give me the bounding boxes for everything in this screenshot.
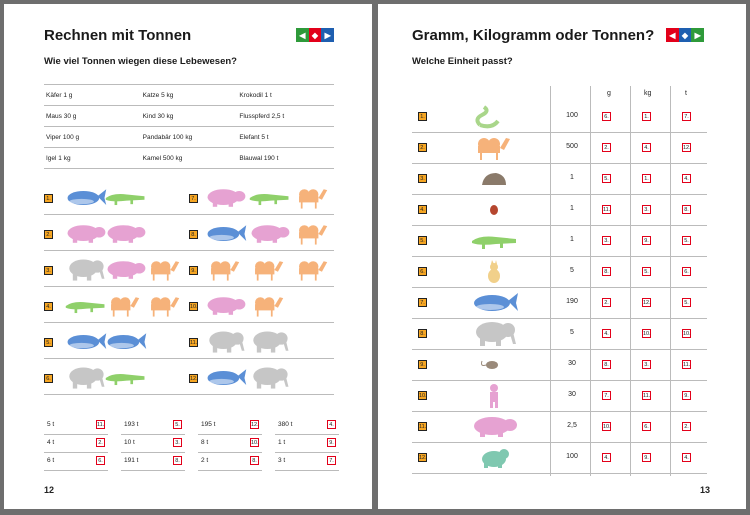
task-number: 1. [418, 112, 427, 121]
crocodile-icon [470, 227, 520, 260]
weight-table [44, 84, 334, 169]
unit-box-t[interactable]: 4. [682, 174, 691, 183]
task-number: 10. [419, 393, 427, 399]
answer-cell [275, 435, 339, 453]
task-number: 6. [44, 374, 53, 383]
weight-cell: Pandabär 100 kg [142, 133, 193, 141]
unit-box-g[interactable]: 6. [602, 112, 611, 121]
croc-icon [248, 185, 292, 216]
weight-row [44, 106, 334, 127]
camel-icon [144, 257, 188, 288]
task-number: 2. [418, 143, 427, 152]
whale-icon [204, 365, 248, 396]
unit-box-g[interactable]: 7. [602, 391, 611, 400]
value: 1 [570, 174, 574, 181]
task-number: 3. [44, 266, 53, 275]
unit-box-g[interactable]: 11. [603, 207, 611, 213]
answer-box[interactable]: 3. [173, 438, 182, 447]
answer-cell [44, 453, 108, 471]
unit-box-g[interactable]: 10. [603, 424, 611, 430]
hippo-icon [204, 185, 248, 216]
answer-box[interactable]: 8. [173, 456, 182, 465]
unit-box-t[interactable]: 2. [682, 422, 691, 431]
weight-cell: Käfer 1 g [46, 91, 73, 99]
unit-row [412, 319, 707, 350]
answer-box[interactable]: 12. [251, 422, 259, 428]
mouse-icon [470, 351, 520, 384]
task-number: 4. [418, 205, 427, 214]
answer-box[interactable]: 11. [97, 422, 105, 428]
value: 2,5 [567, 422, 577, 429]
answer-value: 10 t [124, 439, 135, 446]
value: 1 [570, 205, 574, 212]
answer-value: 1 t [278, 439, 286, 446]
answer-value: 3 t [278, 457, 286, 464]
unit-box-t[interactable]: 6. [682, 267, 691, 276]
animal-row [44, 256, 334, 287]
unit-box-t[interactable]: 10. [683, 331, 691, 337]
answer-value: 380 t [278, 421, 293, 428]
hippo-icon [104, 257, 148, 288]
unit-box-kg[interactable]: 6. [642, 422, 651, 431]
unit-box-kg[interactable]: 4. [642, 143, 651, 152]
series-logo: ◀ ◆ ▶ [666, 28, 704, 42]
answer-value: 4 t [47, 439, 55, 446]
task-number: 11. [190, 340, 198, 346]
elephant-icon [470, 320, 520, 353]
weight-row [44, 127, 334, 148]
page-subtitle: Welche Einheit passt? [412, 56, 513, 67]
unit-row [412, 350, 707, 381]
unit-box-kg[interactable]: 9. [642, 453, 651, 462]
unit-box-g[interactable]: 4. [602, 329, 611, 338]
task-number: 5. [418, 236, 427, 245]
unit-box-g[interactable]: 4. [602, 453, 611, 462]
col-header-t: t [685, 90, 687, 97]
weight-cell: Maus 30 g [46, 112, 77, 120]
task-number: 10. [190, 304, 198, 310]
animal-row [44, 292, 334, 323]
task-number: 12. [190, 376, 198, 382]
unit-row [412, 133, 707, 164]
unit-box-kg[interactable]: 10. [643, 331, 651, 337]
hippo-icon [104, 221, 148, 252]
unit-box-t[interactable]: 9. [682, 391, 691, 400]
task-number: 1. [44, 194, 53, 203]
col-header-g: g [607, 90, 611, 97]
value: 500 [566, 143, 578, 150]
camel-icon [144, 293, 188, 324]
value: 30 [568, 360, 576, 367]
answer-box[interactable]: 2. [96, 438, 105, 447]
hippo-icon [204, 293, 248, 324]
camel-icon [248, 293, 292, 324]
unit-row [412, 102, 707, 133]
unit-box-kg[interactable]: 1. [642, 174, 651, 183]
croc-icon [104, 365, 148, 396]
unit-row [412, 288, 707, 319]
weight-row [44, 148, 334, 169]
child-icon [470, 382, 520, 415]
beetle-icon [470, 196, 520, 229]
answer-value: 195 t [201, 421, 216, 428]
unit-box-g[interactable]: 2. [602, 298, 611, 307]
answer-box[interactable]: 6. [96, 456, 105, 465]
unit-box-t[interactable]: 4. [682, 453, 691, 462]
task-number: 8. [189, 230, 198, 239]
answer-box[interactable]: 5. [173, 420, 182, 429]
task-number: 5. [44, 338, 53, 347]
hippo-icon [248, 221, 292, 252]
unit-row [412, 257, 707, 288]
task-number: 7. [418, 298, 427, 307]
page-subtitle: Wie viel Tonnen wiegen diese Lebewesen? [44, 56, 237, 67]
unit-box-t[interactable]: 12. [683, 145, 691, 151]
answer-cell [121, 453, 185, 471]
page-title: Rechnen mit Tonnen [44, 27, 192, 44]
answer-cell [198, 435, 262, 453]
whale-icon [204, 221, 248, 252]
answer-cell [198, 453, 262, 471]
answer-value: 6 t [47, 457, 55, 464]
unit-box-t[interactable]: 8. [682, 205, 691, 214]
unit-box-kg[interactable]: 9. [642, 236, 651, 245]
hippo-icon [470, 413, 520, 446]
elephant-icon [64, 365, 108, 396]
unit-row [412, 443, 707, 474]
camel-icon [470, 134, 520, 167]
col-header-kg: kg [644, 90, 652, 97]
weight-cell: Blauwal 190 t [239, 154, 279, 162]
answer-value: 2 t [201, 457, 209, 464]
weight-cell: Elefant 5 t [239, 133, 269, 141]
right-page [378, 4, 746, 509]
answer-cell [198, 417, 262, 435]
page-title: Gramm, Kilogramm oder Tonnen? [412, 27, 655, 44]
snake-icon [470, 103, 520, 136]
whale-icon [64, 329, 108, 360]
unit-box-g[interactable]: 2. [602, 143, 611, 152]
answer-cell [275, 417, 339, 435]
answer-cell [121, 435, 185, 453]
unit-row [412, 381, 707, 412]
animal-row [44, 184, 334, 215]
whale-icon [104, 329, 148, 360]
unit-box-t[interactable]: 7. [682, 112, 691, 121]
answer-box[interactable]: 8. [250, 456, 259, 465]
elephant-icon [204, 329, 248, 360]
answer-cell [275, 453, 339, 471]
unit-box-kg[interactable]: 1. [642, 112, 651, 121]
task-number: 2. [44, 230, 53, 239]
unit-box-g[interactable]: 3. [602, 236, 611, 245]
task-number: 4. [44, 302, 53, 311]
task-number: 6. [418, 267, 427, 276]
animal-row [44, 220, 334, 251]
unit-row [412, 412, 707, 443]
camel-icon [292, 257, 336, 288]
unit-row [412, 164, 707, 195]
value: 1 [570, 236, 574, 243]
task-number: 7. [189, 194, 198, 203]
answer-cell [121, 417, 185, 435]
value: 5 [570, 329, 574, 336]
unit-box-kg[interactable]: 11. [643, 393, 651, 399]
value: 30 [568, 391, 576, 398]
value: 190 [566, 298, 578, 305]
answer-box[interactable]: 7. [327, 456, 336, 465]
unit-row [412, 226, 707, 257]
answer-box[interactable]: 4. [327, 420, 336, 429]
answer-value: 8 t [201, 439, 209, 446]
panda-icon [470, 444, 520, 477]
unit-box-g[interactable]: 8. [602, 360, 611, 369]
camel-icon [248, 257, 292, 288]
unit-box-kg[interactable]: 3. [642, 205, 651, 214]
elephant-icon [248, 365, 292, 396]
weight-cell: Flusspferd 2,5 t [239, 112, 285, 120]
unit-box-t[interactable]: 11. [683, 362, 691, 368]
weight-cell: Kamel 500 kg [142, 154, 183, 162]
unit-box-kg[interactable]: 12. [643, 300, 651, 306]
unit-box-t[interactable]: 5. [682, 236, 691, 245]
answer-box[interactable]: 9. [327, 438, 336, 447]
unit-box-t[interactable]: 5. [682, 298, 691, 307]
unit-row [412, 195, 707, 226]
cat-icon [470, 258, 520, 291]
unit-box-kg[interactable]: 3. [642, 360, 651, 369]
animal-row [44, 364, 334, 395]
value: 100 [566, 112, 578, 119]
series-logo: ◀ ◆ ▶ [296, 28, 334, 42]
page-number: 13 [699, 485, 710, 495]
camel-icon [292, 185, 336, 216]
elephant-icon [248, 329, 292, 360]
weight-cell: Viper 100 g [46, 133, 80, 141]
unit-box-g[interactable]: 8. [602, 267, 611, 276]
weight-cell: Katze 5 kg [142, 91, 174, 99]
weight-cell: Krokodil 1 t [239, 91, 272, 99]
whale-icon [470, 289, 520, 322]
answer-value: 5 t [47, 421, 55, 428]
weight-row [44, 85, 334, 106]
task-number: 9. [189, 266, 198, 275]
answer-value: 191 t [124, 457, 139, 464]
answer-cell [44, 417, 108, 435]
unit-box-g[interactable]: 5. [602, 174, 611, 183]
task-number: 11. [419, 424, 427, 430]
value: 5 [570, 267, 574, 274]
camel-icon [104, 293, 148, 324]
answer-box[interactable]: 10. [251, 440, 259, 446]
task-number: 12. [419, 455, 427, 461]
croc-icon [104, 185, 148, 216]
value: 100 [566, 453, 578, 460]
animal-row [44, 328, 334, 359]
weight-cell: Igel 1 kg [46, 154, 71, 162]
hippo-icon [64, 221, 108, 252]
croc-icon [64, 293, 108, 324]
left-page [4, 4, 372, 509]
answer-cell [44, 435, 108, 453]
task-number: 8. [418, 329, 427, 338]
answer-value: 193 t [124, 421, 139, 428]
camel-icon [204, 257, 248, 288]
hedgehog-icon [470, 165, 520, 198]
page-number: 12 [44, 485, 55, 495]
task-number: 9. [418, 360, 427, 369]
camel-icon [292, 221, 336, 252]
unit-box-kg[interactable]: 5. [642, 267, 651, 276]
whale-icon [64, 185, 108, 216]
weight-cell: Kind 30 kg [142, 112, 174, 120]
elephant-icon [64, 257, 108, 288]
task-number: 3. [418, 174, 427, 183]
